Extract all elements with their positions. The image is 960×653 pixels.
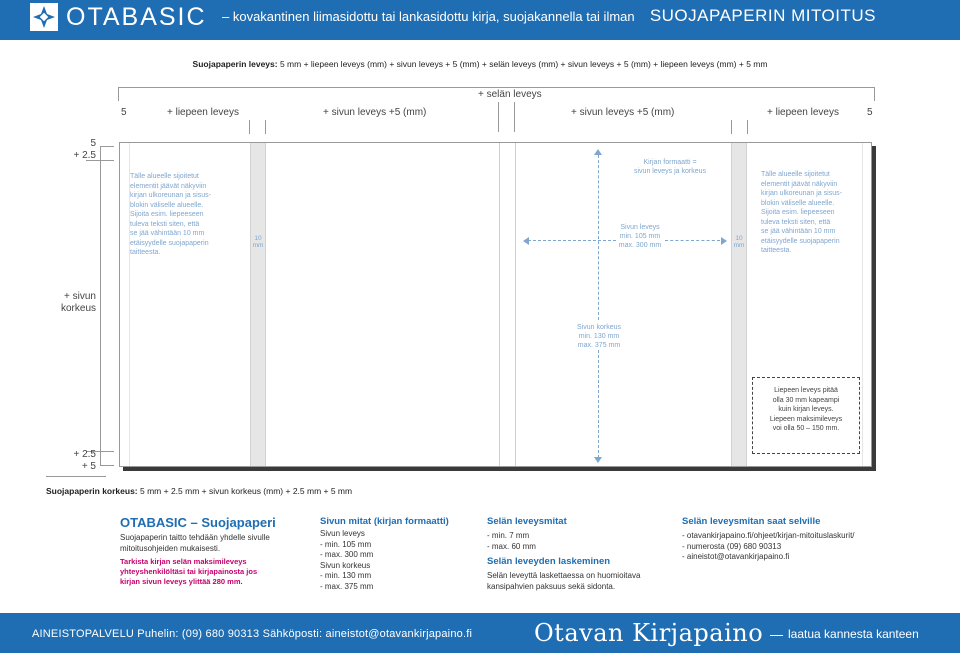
height-bracket [100,146,114,466]
vruler-bottom-a: + 2.5 [73,449,96,460]
note-line: Sijoita esim. liepeeseen [761,209,835,216]
width-bracket-left [118,87,498,101]
note-line: kuin kirjan leveys. [778,406,834,413]
brand-name: OTABASIC [66,3,207,31]
note-line: etäisyydelle suojapaperin [130,239,209,247]
text-line: Sivun leveys [320,529,365,538]
text-line: Suojapaperin taitto tehdään yhdelle sivulle [120,533,270,542]
vruler-top [60,138,96,162]
note-line: kirjan ulkoreunan ja sisus- [130,192,211,199]
footer-contact: AINEISTOPALVELU Puhelin: (09) 680 90313 Sähköposti: aineistot@otavankirjapaino.fi [32,628,473,640]
ruler-tick [265,120,266,134]
arrow-right-icon [721,237,727,245]
vruler-top-a: 5 [90,138,96,149]
note-line: Tälle alueelle sijoitetut [130,173,199,180]
info-col2-text [320,529,470,592]
footer-bar [0,613,960,653]
vruler-bottom-b: + 5 [81,461,96,472]
otavan-kirjapaino-logo: Otavan Kirjapaino [534,619,764,647]
text-line: - max. 60 mm [487,541,536,551]
text-line: kansipahvien paksuus sekä sidonta. [487,581,616,591]
note-line: blokin väliselle alueelle. [761,199,835,207]
note-line: Sijoita esim. liepeeseen [130,211,204,218]
flap-width-note-box [752,377,860,454]
left-flap-note [130,172,248,258]
note-line: Liepeen leveys pitää [774,387,838,394]
text-line: mitoitusohjeiden mukaisesti. [120,543,221,553]
text-line: - numerosta (09) 680 90313 [682,541,782,551]
width-formula [0,59,960,69]
note-line: tuleva teksti siten, että [761,218,831,226]
page-width-arrow [528,240,616,241]
footer-slogan: laatua kannesta kanteen [788,627,919,641]
note-line: Sivun leveys [620,224,660,231]
note-line: olla 30 mm kapeampi [772,396,840,404]
arrow-left-icon [523,237,529,245]
info-col4-title: Selän leveysmitan saat selville [682,516,821,527]
left-gap-label [250,235,266,249]
vruler-middle-a: + sivun [64,291,96,302]
note-line: blokin väliselle alueelle. [130,201,204,209]
info-col3-text2 [487,571,672,592]
text-line: yhteyshenkilöltäsi tai kirjapainosta jos [120,567,258,576]
width-bracket-right [498,87,875,101]
vruler-top-b: + 2.5 [73,150,96,161]
ruler-left-page: + sivun leveys +5 (mm) [323,107,427,118]
width-formula-text: 5 mm + liepeen leveys (mm) + sivun leveys + 5 (mm) + selän leveys (mm) + sivun leveys + 5 (mm) + liepeen leveys (mm) + 5 mm [279,59,768,69]
note-line: taitteesta. [130,249,161,256]
note-line: Liepeen maksimileveys [769,415,843,423]
page-height-arrow [598,155,599,320]
spine-line-right [515,143,516,466]
fold-right-flap [731,143,747,466]
ruler-tick [249,120,250,134]
text-line: - min. 7 mm [487,531,530,540]
info-col3-title: Selän leveysmitat [487,516,567,527]
ruler-right-page: + sivun leveys +5 (mm) [571,107,675,118]
text-line: - max. 375 mm [320,581,374,591]
spine-line-left [499,143,500,466]
text-line: kirjan sivun leveys ylittää 280 mm. [120,577,243,586]
note-line: etäisyydelle suojapaperin [761,237,840,245]
gap-value: 10 [254,235,262,242]
info-col3-text [487,531,672,552]
text-line[interactable]: - otavankirjapaino.fi/ohjeet/kirjan-mitoituslaskurit/ [682,531,855,540]
flap-width-note [753,386,859,434]
height-bracket-foot [46,476,106,477]
ruler-right-margin: 5 [867,107,873,118]
note-line: min. 130 mm [578,333,620,340]
note-line: Kirjan formaatti = [643,159,697,166]
note-line: Tälle alueelle sijoitetut [761,171,830,178]
ruler-tick [747,120,748,134]
note-line: sivun leveys ja korkeus [634,168,706,175]
arrow-down-icon [594,457,602,463]
note-line: taitteesta. [761,247,792,254]
header-tagline: – kovakantinen liimasidottu tai lankasidottu kirja, suojakannella tai ilman [222,9,635,24]
text-line: - max. 300 mm [320,550,374,559]
text-line: Selän leveyttä laskettaessa on huomioitava [487,571,641,580]
vruler-middle [54,291,96,315]
note-line: voi olla 50 – 150 mm. [772,425,840,432]
note-line: elementit jäävät näkyviin [761,180,838,188]
note-line: min. 105 mm [619,233,661,240]
otabasic-logo-icon [30,3,58,31]
text-line[interactable]: - aineistot@otavankirjapaino.fi [682,552,790,561]
text-line: - min. 105 mm [320,539,372,549]
gap-value: 10 [735,235,743,242]
info-col4-text [682,531,902,563]
margin-line [862,143,863,466]
page-height-arrow [598,350,599,458]
page-width-arrow [665,240,720,241]
vruler-middle-b: korkeus [60,303,96,314]
arrow-up-icon [594,149,602,155]
height-formula [46,486,352,496]
info-col1-text [120,533,310,554]
note-line: elementit jäävät näkyviin [130,182,207,190]
vruler-bottom [54,449,96,473]
note-line: max. 300 mm [618,242,662,249]
info-col1-warning [120,557,310,587]
note-line: Sivun korkeus [577,324,621,331]
ruler-left-flap: + liepeen leveys [167,107,239,118]
fold-left-flap [250,143,266,466]
info-col3-title2: Selän leveyden laskeminen [487,556,611,567]
note-line: kirjan ulkoreunan ja sisus- [761,190,842,197]
note-line: tuleva teksti siten, että [130,220,200,228]
text-line: - min. 130 mm [320,571,372,580]
height-formula-text: 5 mm + 2.5 mm + sivun korkeus (mm) + 2.5 mm + 5 mm [140,486,353,496]
note-line: se jää vähintään 10 mm [130,230,205,237]
spine-guide-left [498,102,499,132]
right-gap-label [731,235,747,249]
page-title: SUOJAPAPERIN MITOITUS [649,6,876,25]
text-line: Tarkista kirjan selän maksimileveys [120,557,247,566]
width-formula-label: Suojapaperin leveys: [192,59,278,69]
ruler-left-margin: 5 [121,107,127,118]
info-col1-title: OTABASIC – Suojapaperi [120,515,276,530]
ruler-right-flap: + liepeen leveys [767,107,839,118]
height-formula-label: Suojapaperin korkeus: [46,486,138,496]
gap-unit: mm [733,242,745,249]
spine-width-label: + selän leveys [478,89,542,100]
right-flap-note [761,170,861,256]
text-line: Sivun korkeus [320,560,371,570]
gap-unit: mm [252,242,264,249]
spine-guide-right [514,102,515,132]
page-height-note [568,323,630,350]
slogan-dash [770,635,783,636]
header-bar [0,0,960,40]
format-note [610,158,730,176]
note-line: max. 375 mm [577,342,621,349]
info-col2-title: Sivun mitat (kirjan formaatti) [320,516,449,527]
page-width-note [608,223,672,250]
ruler-tick [731,120,732,134]
note-line: se jää vähintään 10 mm [761,228,836,235]
